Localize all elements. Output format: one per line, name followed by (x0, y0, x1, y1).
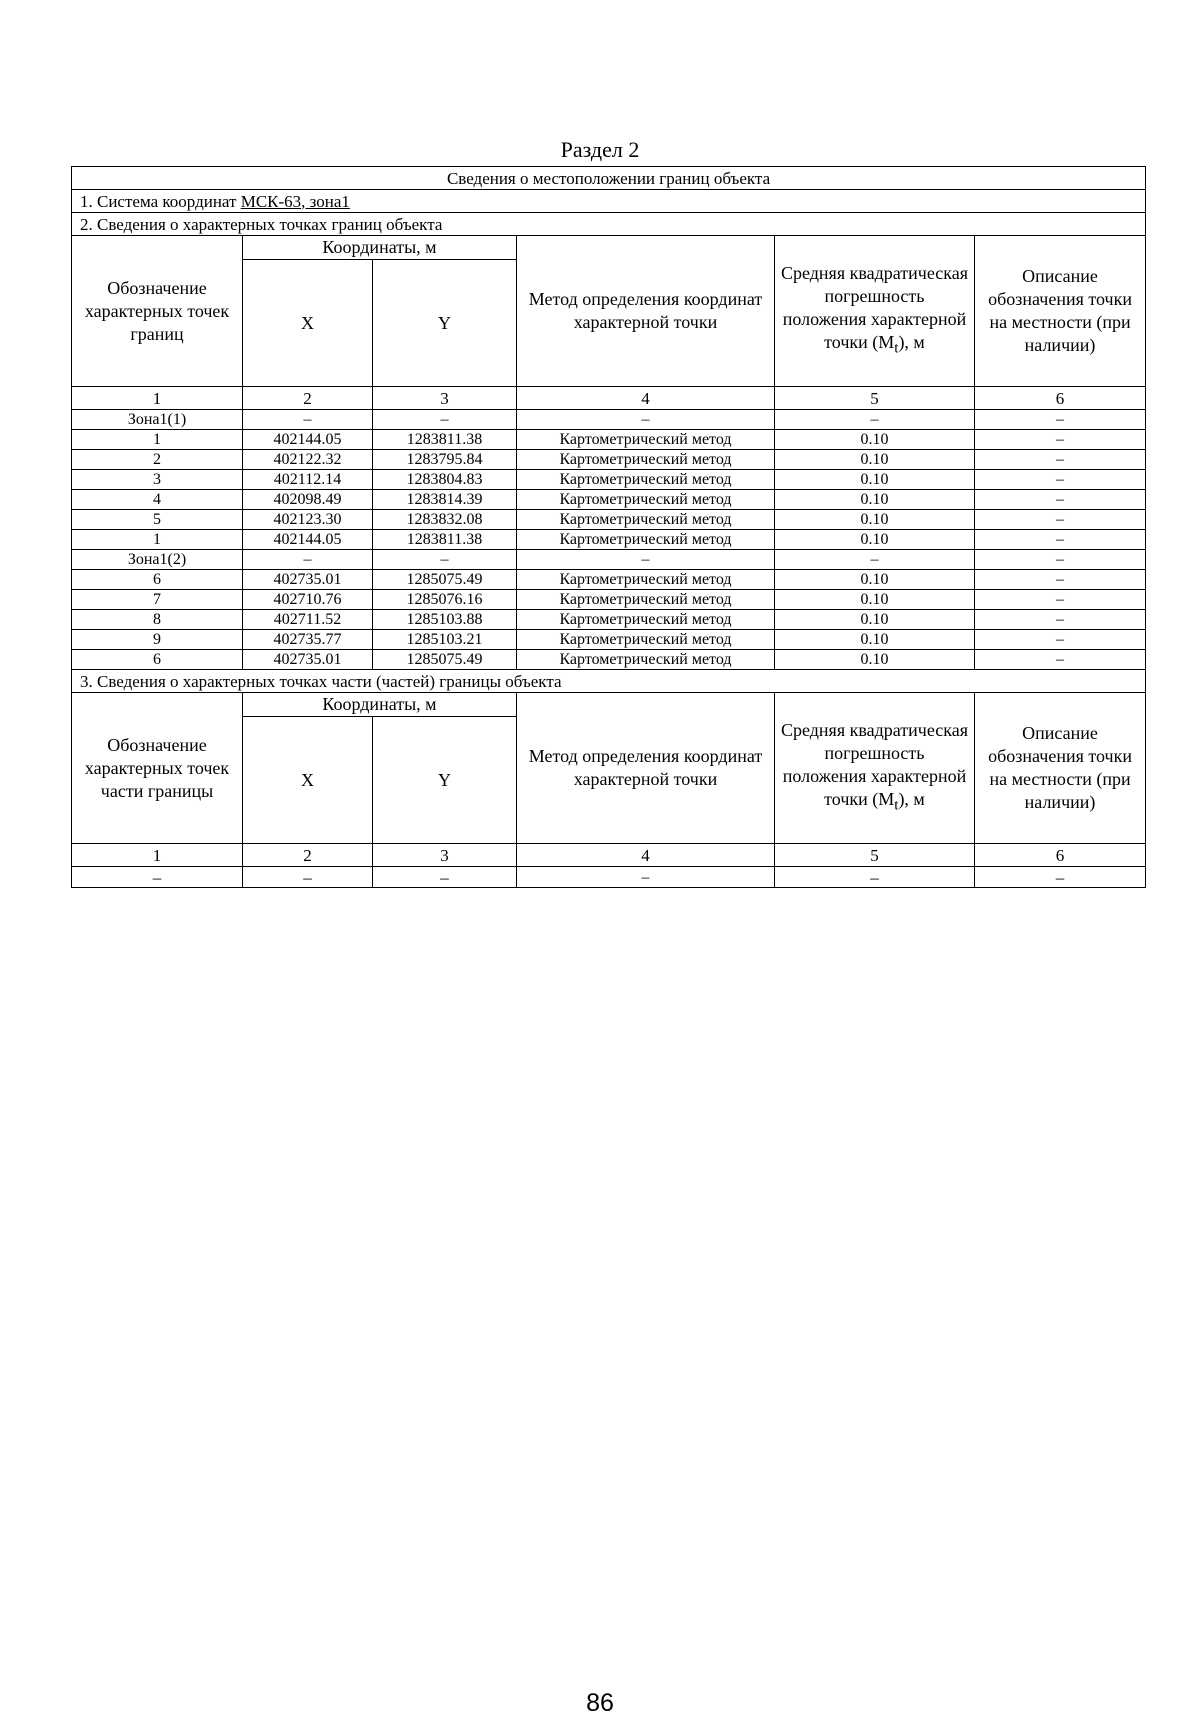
x-cell: 402123.30 (243, 510, 373, 530)
header-error-unit: ), м (898, 788, 925, 809)
x-cell: – (243, 867, 373, 888)
point-cell: 1 (72, 530, 243, 550)
method-cell: – (517, 550, 775, 570)
col-index: 6 (975, 387, 1146, 410)
col-index: 1 (72, 387, 243, 410)
zone-row (72, 410, 1146, 430)
y-cell: 1283832.08 (373, 510, 517, 530)
error-cell: 0.10 (775, 430, 975, 450)
header-coords: Координаты, м (243, 693, 517, 717)
method-cell: Картометрический метод (517, 570, 775, 590)
table-row (72, 490, 1146, 510)
header-error-text: Средняя квадратическая погрешность положения характерной точки (M (781, 262, 969, 352)
error-cell: 0.10 (775, 450, 975, 470)
zone-row (72, 550, 1146, 570)
error-cell: 0.10 (775, 590, 975, 610)
point-cell: 7 (72, 590, 243, 610)
table-row (72, 470, 1146, 490)
x-cell: 402144.05 (243, 530, 373, 550)
description-cell: – (975, 650, 1146, 670)
section3-title: 3. Сведения о характерных точках части (частей) границы объекта (72, 670, 1146, 693)
table-row (72, 650, 1146, 670)
y-cell: 1285103.21 (373, 630, 517, 650)
col-index: 4 (517, 387, 775, 410)
description-cell: – (975, 410, 1146, 430)
x-cell: 402735.77 (243, 630, 373, 650)
x-cell: – (243, 410, 373, 430)
y-cell: – (373, 550, 517, 570)
header-error-unit: ), м (898, 331, 925, 352)
table-row (72, 450, 1146, 470)
header-y: Y (373, 717, 517, 844)
y-cell: 1283811.38 (373, 530, 517, 550)
error-cell: – (775, 410, 975, 430)
x-cell: 402122.32 (243, 450, 373, 470)
x-cell: 402144.05 (243, 430, 373, 450)
error-cell: 0.10 (775, 530, 975, 550)
method-cell: Картометрический метод (517, 510, 775, 530)
description-cell: – (975, 550, 1146, 570)
description-cell: – (975, 590, 1146, 610)
column-index-row (72, 844, 1146, 867)
header-x: X (243, 717, 373, 844)
col-index: 6 (975, 844, 1146, 867)
header-y: Y (373, 260, 517, 387)
y-cell: 1283811.38 (373, 430, 517, 450)
page-number: 86 (586, 1689, 614, 1717)
header-point: Обозначение характерных точек границ (72, 236, 243, 387)
col-index: 2 (243, 387, 373, 410)
x-cell: 402735.01 (243, 570, 373, 590)
section-title: Раздел 2 (560, 137, 640, 162)
x-cell: 402710.76 (243, 590, 373, 610)
description-cell: – (975, 450, 1146, 470)
header-row (72, 693, 1146, 717)
header-x: X (243, 260, 373, 387)
coord-system-row (72, 190, 1146, 213)
description-cell: – (975, 630, 1146, 650)
header-method: Метод определения координат характерной точки (517, 236, 775, 387)
x-cell: 402711.52 (243, 610, 373, 630)
error-cell: 0.10 (775, 570, 975, 590)
error-cell: 0.10 (775, 470, 975, 490)
point-cell: – (72, 867, 243, 888)
point-cell: 6 (72, 570, 243, 590)
y-cell: 1285075.49 (373, 650, 517, 670)
table-row (72, 430, 1146, 450)
coord-system-value: МСК-63, зона1 (240, 191, 350, 211)
point-cell: 9 (72, 630, 243, 650)
method-cell: Картометрический метод (517, 630, 775, 650)
header-error-text: Средняя квадратическая погрешность положения характерной точки (M (781, 719, 969, 809)
x-cell: 402098.49 (243, 490, 373, 510)
point-cell: 1 (72, 430, 243, 450)
error-cell: 0.10 (775, 630, 975, 650)
y-cell: 1285075.49 (373, 570, 517, 590)
method-cell: Картометрический метод (517, 450, 775, 470)
header-error (775, 693, 975, 844)
method-cell: Картометрический метод (517, 530, 775, 550)
header-error-sub: t (894, 340, 899, 357)
point-cell: Зона1(1) (72, 410, 243, 430)
header-description: Описание обозначения точки на местности (при наличии) (975, 693, 1146, 844)
description-cell: – (975, 610, 1146, 630)
description-cell: – (975, 570, 1146, 590)
error-cell: 0.10 (775, 490, 975, 510)
x-cell: 402735.01 (243, 650, 373, 670)
col-index: 5 (775, 844, 975, 867)
method-cell: Картометрический метод (517, 430, 775, 450)
col-index: 3 (373, 387, 517, 410)
col-index: 5 (775, 387, 975, 410)
y-cell: 1285076.16 (373, 590, 517, 610)
header-error-sub: t (894, 797, 899, 814)
section2-title: 2. Сведения о характерных точках границ объекта (72, 213, 1146, 236)
point-cell: 3 (72, 470, 243, 490)
col-index: 3 (373, 844, 517, 867)
point-cell: 4 (72, 490, 243, 510)
method-cell: Картометрический метод (517, 610, 775, 630)
header-error (775, 236, 975, 387)
x-cell: 402112.14 (243, 470, 373, 490)
table-row (72, 610, 1146, 630)
point-cell: 6 (72, 650, 243, 670)
description-cell: – (975, 490, 1146, 510)
header-row (72, 236, 1146, 260)
column-index-row (72, 387, 1146, 410)
error-cell: 0.10 (775, 650, 975, 670)
y-cell: 1285103.88 (373, 610, 517, 630)
error-cell: – (775, 550, 975, 570)
y-cell: 1283804.83 (373, 470, 517, 490)
y-cell: 1283795.84 (373, 450, 517, 470)
table-row (72, 530, 1146, 550)
table-title: Сведения о местоположении границ объекта (72, 167, 1146, 190)
boundary-table (71, 166, 1146, 888)
description-cell: – (975, 867, 1146, 888)
method-cell: Картометрический метод (517, 470, 775, 490)
table-row (72, 630, 1146, 650)
x-cell: – (243, 550, 373, 570)
point-cell: 8 (72, 610, 243, 630)
description-cell: – (975, 430, 1146, 450)
error-cell: 0.10 (775, 610, 975, 630)
method-cell: – (517, 410, 775, 430)
description-cell: – (975, 470, 1146, 490)
point-cell: Зона1(2) (72, 550, 243, 570)
y-cell: 1283814.39 (373, 490, 517, 510)
error-cell: – (775, 867, 975, 888)
method-cell: Картометрический метод (517, 490, 775, 510)
method-cell: Картометрический метод (517, 650, 775, 670)
error-cell: 0.10 (775, 510, 975, 530)
description-cell: – (975, 510, 1146, 530)
table-row (72, 510, 1146, 530)
point-cell: 5 (72, 510, 243, 530)
header-method: Метод определения координат характерной точки (517, 693, 775, 844)
header-point: Обозначение характерных точек части границы (72, 693, 243, 844)
col-index: 2 (243, 844, 373, 867)
table-row (72, 590, 1146, 610)
method-cell: – (517, 867, 775, 888)
col-index: 4 (517, 844, 775, 867)
method-cell: Картометрический метод (517, 590, 775, 610)
coord-system-label: 1. Система координат (80, 191, 241, 211)
y-cell: – (373, 867, 517, 888)
point-cell: 2 (72, 450, 243, 470)
table-row (72, 867, 1146, 888)
y-cell: – (373, 410, 517, 430)
header-coords: Координаты, м (243, 236, 517, 260)
header-description: Описание обозначения точки на местности (при наличии) (975, 236, 1146, 387)
col-index: 1 (72, 844, 243, 867)
table-row (72, 570, 1146, 590)
description-cell: – (975, 530, 1146, 550)
